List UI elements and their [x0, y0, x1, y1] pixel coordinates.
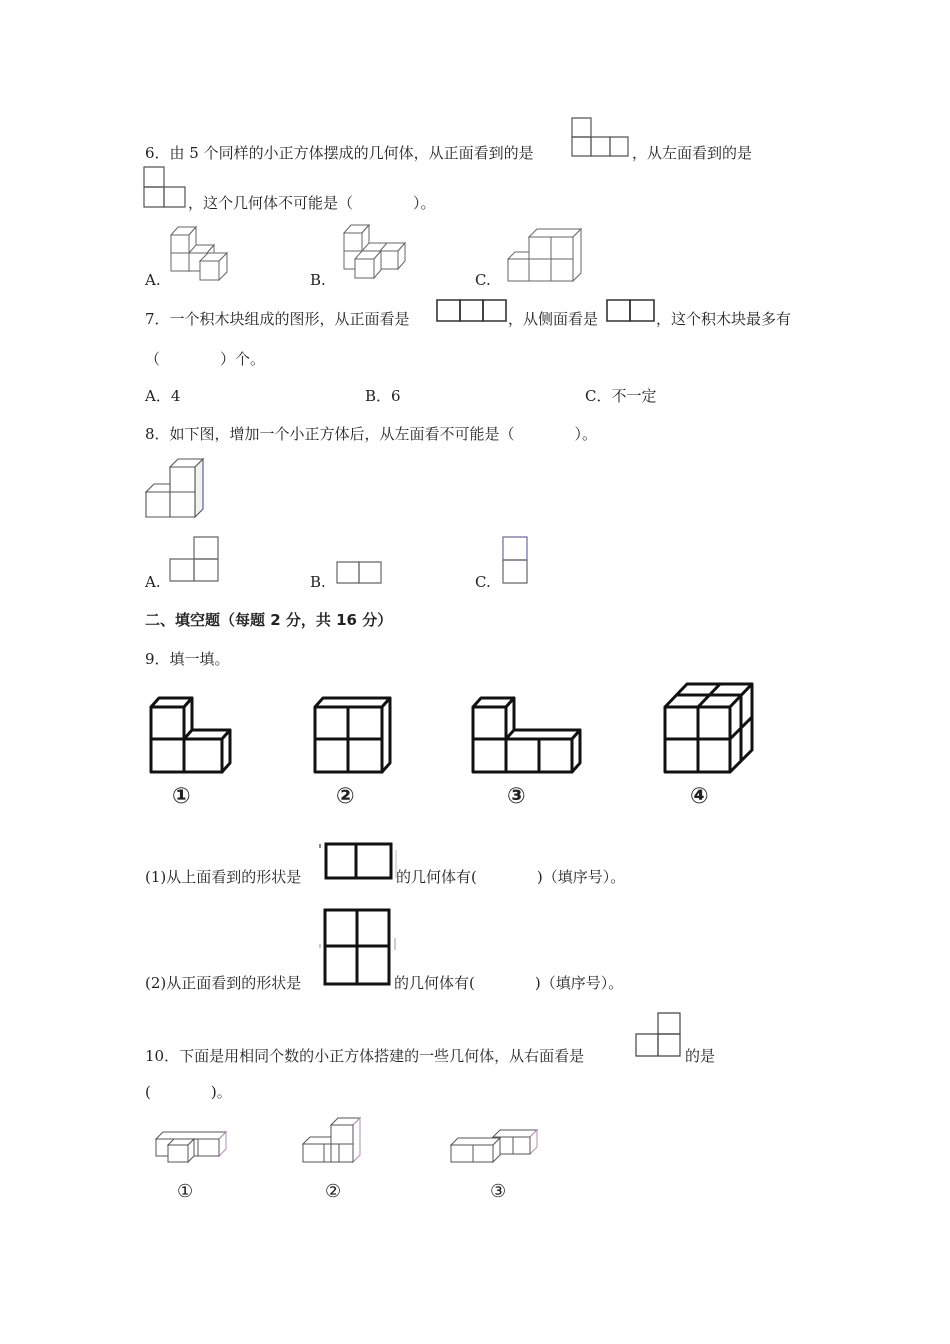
- q10-text-line2: ( )。: [145, 1083, 232, 1101]
- q6-option-a-label: A.: [145, 271, 161, 289]
- q10-text-line1: 10．下面是用相同个数的小正方体搭建的一些几何体，从右面看是: [145, 1047, 585, 1065]
- q7-front-view-icon: [436, 299, 508, 323]
- q10-label-1: ①: [177, 1181, 194, 1202]
- section-2-title: 二、填空题（每题 2 分，共 16 分）: [145, 611, 393, 629]
- q9-label-4: ④: [690, 784, 709, 809]
- q8-option-b-figure: [336, 561, 384, 585]
- q9-label-3: ③: [507, 784, 526, 809]
- q10-label-3: ③: [490, 1181, 507, 1202]
- q9-sub2-pre: (2)从正面看到的形状是: [145, 974, 302, 992]
- q9-figure-3: [470, 694, 584, 776]
- q10-figure-3: [449, 1128, 541, 1164]
- q6-option-c-figure: [507, 227, 585, 283]
- q6-left-view-icon: [143, 166, 187, 208]
- q7-option-b: B．6: [365, 387, 401, 405]
- q7-text-line1-mid: ，从侧面看是: [508, 310, 599, 328]
- q8-option-a-label: A.: [145, 573, 161, 591]
- q8-option-b-label: B.: [310, 573, 326, 591]
- q9-front-view-icon: [318, 908, 398, 990]
- q6-option-b-figure: [343, 222, 409, 280]
- q7-side-view-icon: [606, 299, 656, 323]
- q10-label-2: ②: [325, 1181, 342, 1202]
- q7-option-a: A．4: [145, 387, 181, 405]
- q7-text-line2: （ ）个。: [145, 350, 266, 368]
- q9-label-2: ②: [336, 784, 355, 809]
- q9-sub1-post: 的几何体有( )（填序号）。: [396, 868, 626, 886]
- q6-option-b-label: B.: [310, 271, 326, 289]
- q9-figure-1: [148, 694, 234, 776]
- q7-text-line1-tail: ，这个积木块最多有: [656, 310, 792, 328]
- q10-figure-1: [154, 1130, 230, 1164]
- q10-text-line1-tail: 的是: [685, 1047, 716, 1065]
- q8-text-line1: 8．如下图，增加一个小正方体后，从左面看不可能是（ ）。: [145, 425, 598, 443]
- q9-figure-4: [662, 680, 756, 776]
- q8-option-c-figure: [502, 536, 530, 586]
- q9-sub1-pre: (1)从上面看到的形状是: [145, 868, 302, 886]
- q9-label-1: ①: [172, 784, 191, 809]
- q10-right-view-icon: [635, 1012, 683, 1058]
- q6-text-line1-tail: ，从左面看到的是: [632, 144, 753, 162]
- q8-figure: [145, 457, 207, 521]
- q6-text-line2: ，这个几何体不可能是（ ）。: [188, 194, 436, 212]
- q9-sub2-post: 的几何体有( )（填序号）。: [394, 974, 624, 992]
- q6-option-a-figure: [170, 224, 236, 282]
- q6-front-view-icon: [571, 117, 629, 157]
- q8-option-c-label: C.: [475, 573, 491, 591]
- q6-option-c-label: C.: [475, 271, 491, 289]
- q6-text-line1: 6．由 5 个同样的小正方体摆成的几何体，从正面看到的是: [145, 144, 534, 162]
- q9-text-line1: 9．填一填。: [145, 650, 230, 668]
- q9-figure-2: [312, 694, 394, 776]
- q8-option-a-figure: [169, 536, 221, 584]
- q7-text-line1: 7．一个积木块组成的图形，从正面看是: [145, 310, 410, 328]
- q7-option-c: C．不一定: [585, 387, 657, 405]
- q10-figure-2: [301, 1117, 363, 1165]
- q9-top-view-icon: [318, 840, 398, 882]
